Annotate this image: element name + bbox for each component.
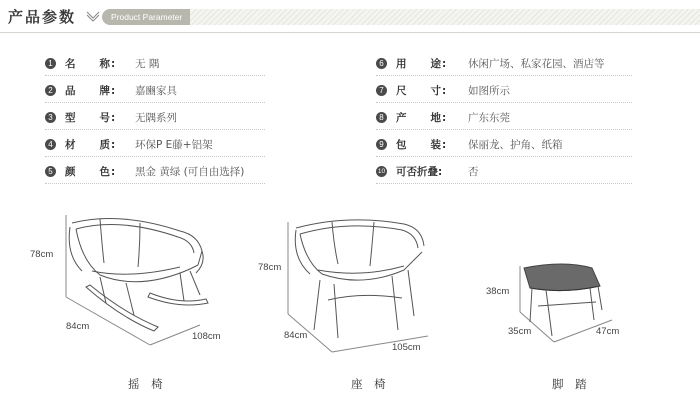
- spec-value: 广东东莞: [468, 112, 510, 124]
- spec-value: 休闲广场、私家花园、酒店等: [468, 58, 605, 70]
- spec-row: [376, 107, 632, 130]
- section-title: 产品参数: [8, 8, 77, 26]
- spec-number-badge: 2: [45, 85, 56, 96]
- section-subtitle: Product Parameter: [102, 9, 191, 25]
- product-caption-footstool: 脚 踏: [552, 377, 591, 391]
- spec-number-badge: 7: [376, 85, 387, 96]
- section-header: [0, 0, 700, 36]
- spec-row: [376, 134, 632, 157]
- depth-label: 84cm: [66, 321, 90, 332]
- spec-number-badge: 10: [377, 168, 386, 175]
- spec-label: 尺 寸:: [396, 85, 448, 97]
- width-label: 47cm: [596, 326, 620, 337]
- lounge-chair-figure: [252, 212, 452, 357]
- spec-label: 颜 色:: [65, 166, 117, 178]
- spec-value: 否: [468, 166, 479, 178]
- spec-number-badge: 5: [45, 166, 56, 177]
- spec-number-badge: 8: [376, 112, 387, 123]
- chevron-down-icon: [86, 10, 100, 22]
- rocking-chair-figure: [30, 205, 240, 355]
- spec-value: 环保P E藤+铝架: [135, 139, 213, 151]
- spec-label: 包 装:: [396, 139, 448, 151]
- header-rule: [0, 32, 700, 33]
- height-label: 38cm: [486, 286, 510, 297]
- spec-number-badge: 9: [376, 139, 387, 150]
- spec-row: [45, 161, 265, 184]
- header-pattern-band: [190, 9, 700, 25]
- spec-label: 名 称:: [65, 58, 117, 70]
- spec-row: [376, 80, 632, 103]
- spec-value: 无 隅: [135, 58, 160, 70]
- height-label: 78cm: [30, 249, 54, 260]
- spec-number-badge: 4: [45, 139, 56, 150]
- product-caption-lounge-chair: 座 椅: [351, 377, 390, 391]
- spec-label: 产 地:: [396, 112, 448, 124]
- height-label: 78cm: [258, 262, 282, 273]
- spec-value: 保丽龙、护角、纸箱: [468, 139, 563, 151]
- spec-number-badge: 6: [376, 58, 387, 69]
- spec-value: 无隅系列: [135, 112, 177, 124]
- spec-number-badge: 1: [45, 58, 56, 69]
- spec-label: 材 质:: [65, 139, 117, 151]
- spec-label: 可否折叠:: [396, 166, 443, 178]
- spec-row: [45, 80, 265, 103]
- depth-label: 35cm: [508, 326, 532, 337]
- spec-row: [45, 107, 265, 130]
- footstool-figure: [484, 254, 634, 354]
- spec-value: 黑金 黄绿 (可自由选择): [135, 166, 245, 178]
- spec-label: 用 途:: [396, 58, 448, 70]
- depth-label: 84cm: [284, 330, 308, 341]
- spec-number-badge: 3: [45, 112, 56, 123]
- product-caption-rocking-chair: 摇 椅: [128, 377, 167, 391]
- spec-value: 如图所示: [468, 85, 510, 97]
- spec-row: [376, 53, 632, 76]
- spec-label: 品 牌:: [65, 85, 117, 97]
- spec-value: 嘉豳家具: [135, 85, 177, 97]
- spec-label: 型 号:: [65, 112, 117, 124]
- spec-row: [45, 53, 265, 76]
- spec-row: [376, 161, 632, 184]
- spec-row: [45, 134, 265, 157]
- width-label: 105cm: [392, 342, 421, 353]
- width-label: 108cm: [192, 331, 221, 342]
